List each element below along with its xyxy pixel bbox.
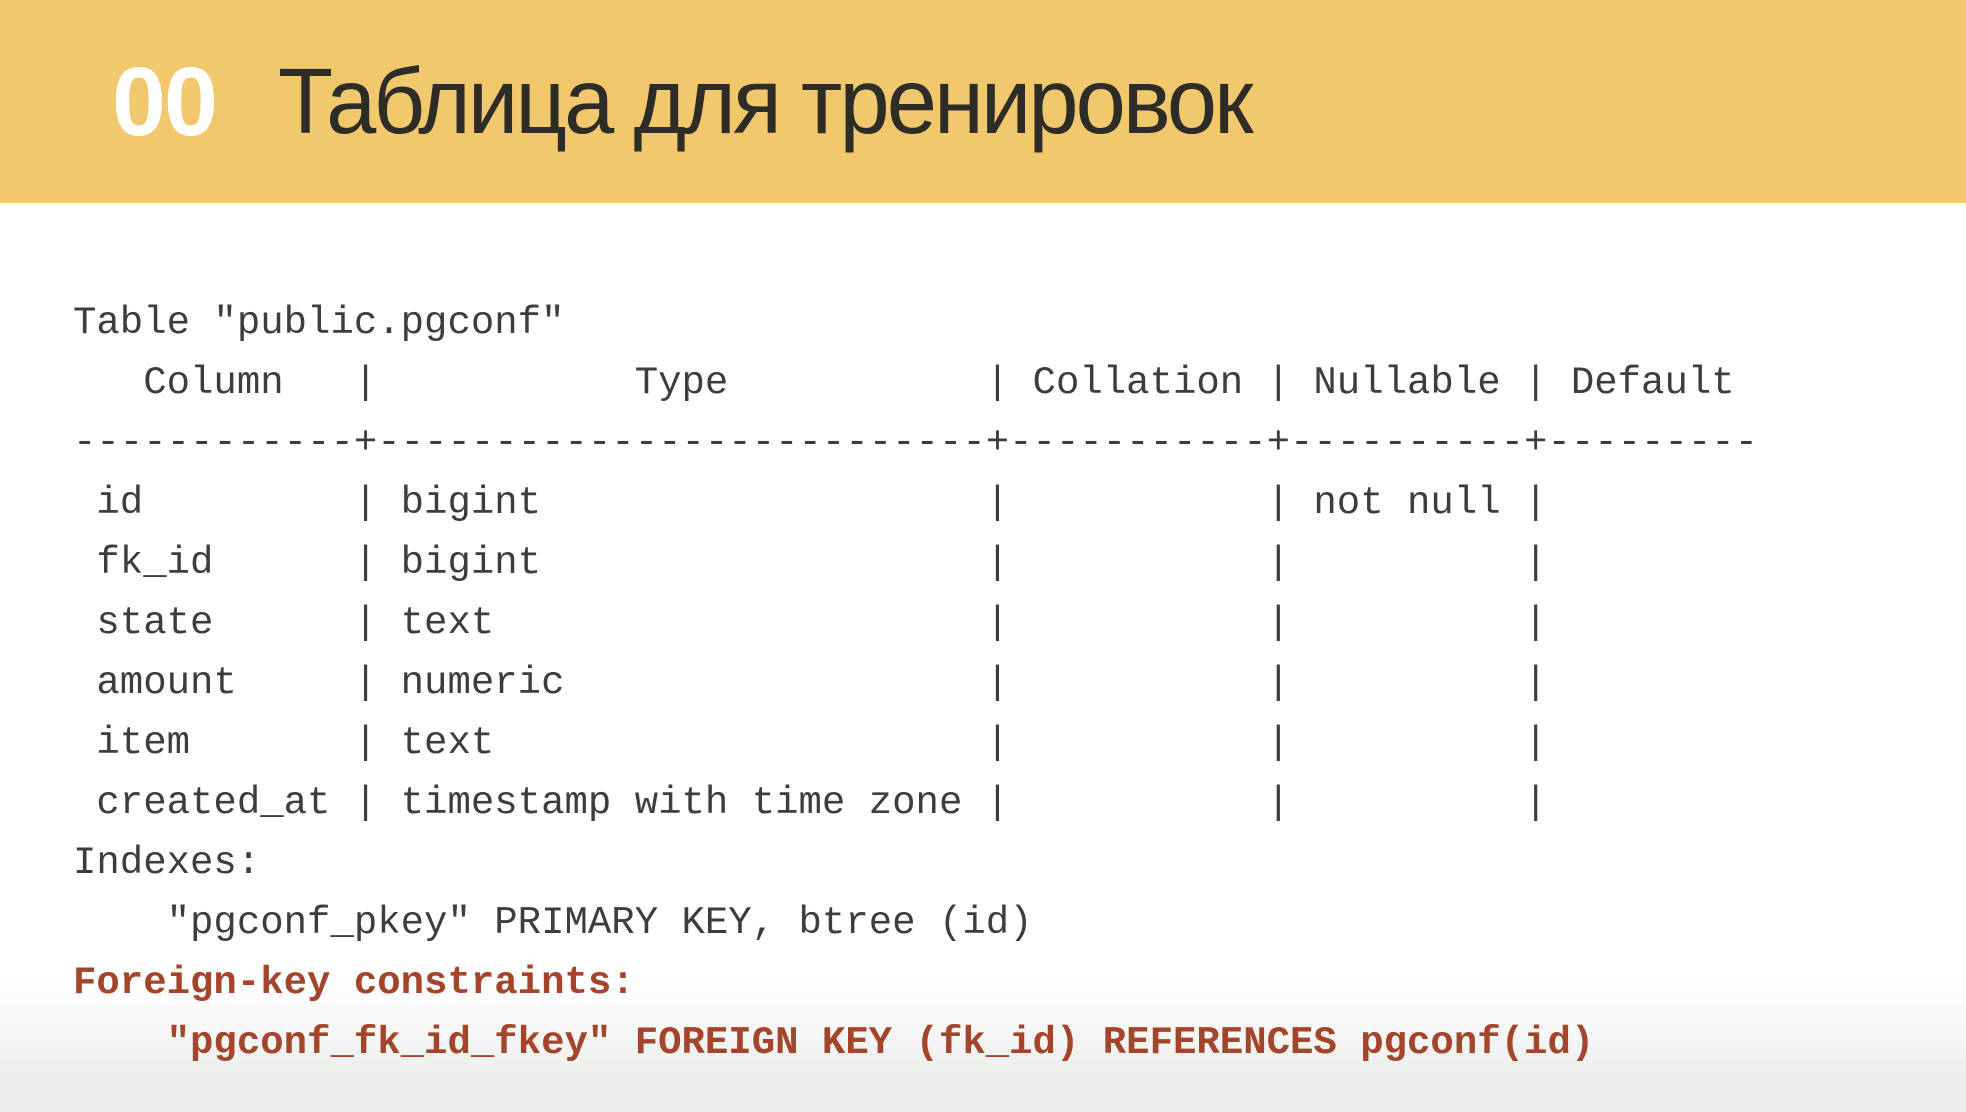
psql-fk-line: "pgconf_fk_id_fkey" FOREIGN KEY (fk_id) REFERENCES pgconf(id): [73, 1021, 1595, 1065]
psql-row-line: amount | numeric | | |: [73, 661, 1759, 705]
psql-row-line: created_at | timestamp with time zone | | |: [73, 781, 1759, 825]
psql-column-header-line: Column | Type | Collation | Nullable | Default: [73, 361, 1759, 405]
psql-row-line: fk_id | bigint | | |: [73, 541, 1759, 585]
psql-row-line: item | text | | |: [73, 721, 1759, 765]
psql-row-line: state | text | | |: [73, 601, 1759, 645]
slide-header: [0, 0, 1966, 203]
psql-divider-line: ------------+--------------------------+-----------+----------+---------: [73, 421, 1759, 465]
slide-body: [0, 203, 1966, 1073]
psql-output: [73, 293, 1966, 1073]
psql-index-line: "pgconf_pkey" PRIMARY KEY, btree (id): [73, 901, 1033, 945]
psql-table-name-line: Table "public.pgconf": [73, 301, 565, 345]
psql-fk-label: Foreign-key constraints:: [73, 961, 635, 1005]
psql-indexes-label: Indexes:: [73, 841, 261, 885]
psql-row-line: id | bigint | | not null |: [73, 481, 1759, 525]
slide-number: 00: [112, 47, 216, 156]
slide-title: Таблица для тренировок: [277, 49, 1251, 153]
